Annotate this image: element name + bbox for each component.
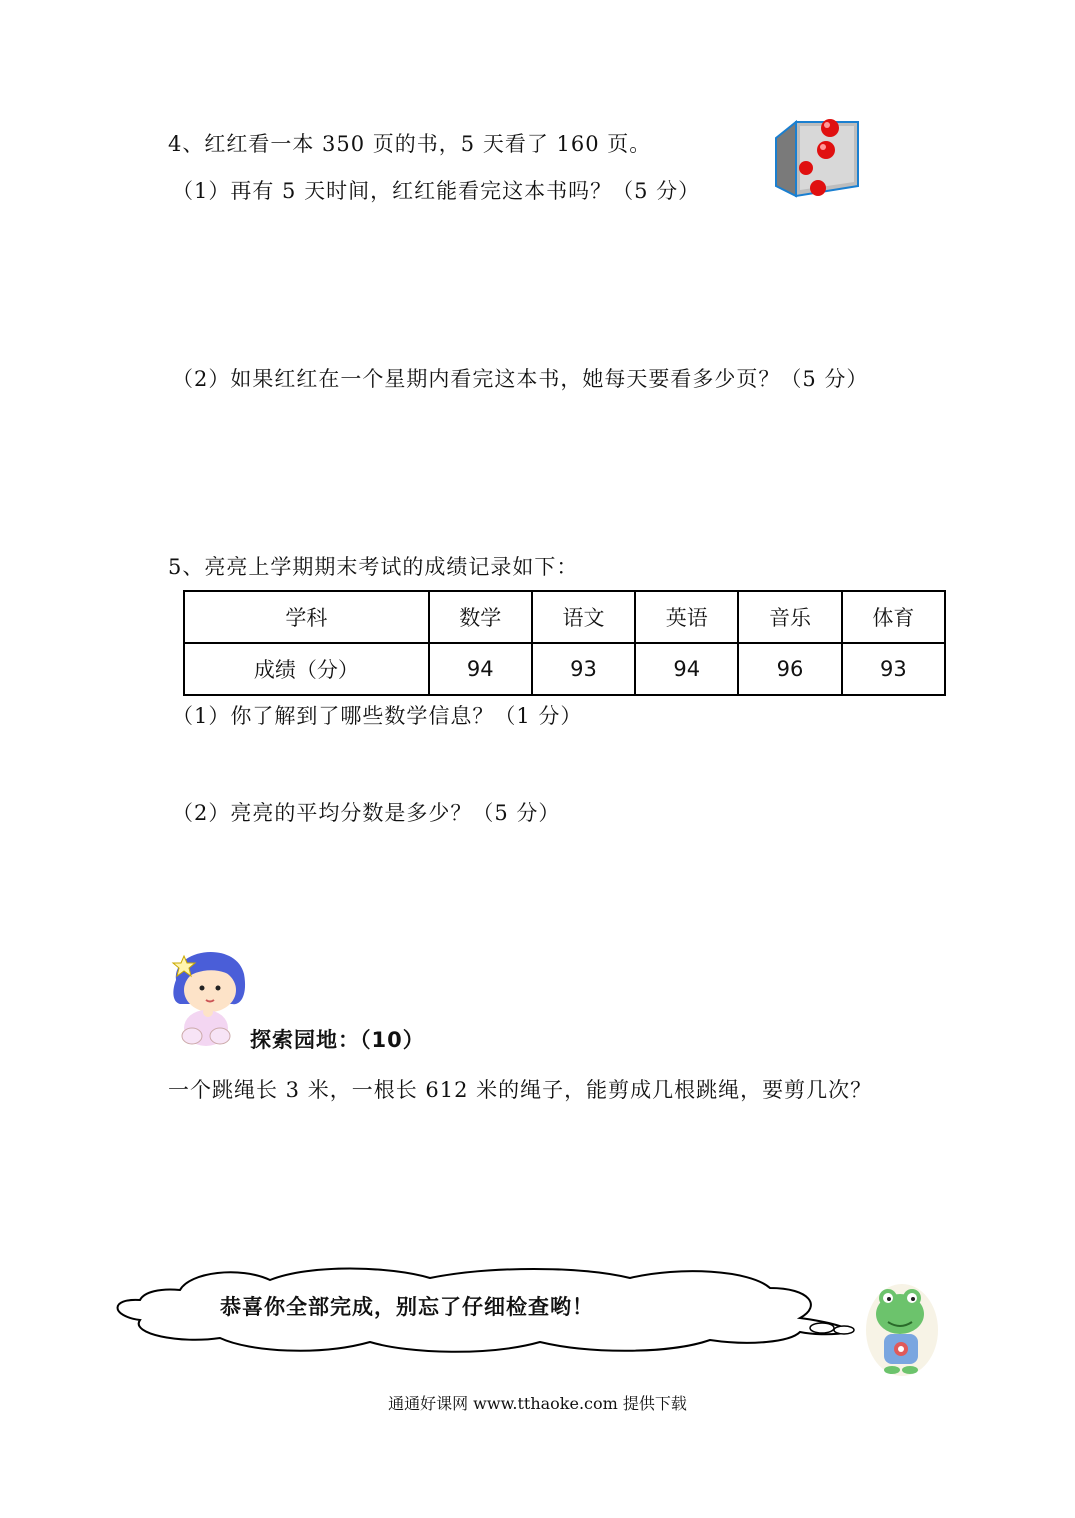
girl-illustration [166,940,250,1050]
q4-title: 4、红红看一本 350 页的书，5 天看了 160 页。 [168,132,652,156]
frog-illustration [862,1270,942,1380]
table-cell: 93 [532,643,635,695]
table-header-cell: 学科 [184,591,429,643]
footer-text: 通通好课网 www.tthaoke.com 提供下载 [388,1394,687,1413]
q5-title: 5、亮亮上学期期末考试的成绩记录如下： [168,555,579,579]
q5-part2: （2）亮亮的平均分数是多少？（5 分） [172,801,561,825]
table-cell: 93 [842,643,945,695]
table-cell: 94 [429,643,532,695]
explore-heading: 探索园地：（10） [250,1028,425,1052]
table-row [184,643,945,695]
table-header-cell: 英语 [635,591,738,643]
q4-part1: （1）再有 5 天时间，红红能看完这本书吗？（5 分） [172,179,701,203]
explore-question: 一个跳绳长 3 米，一根长 612 米的绳子，能剪成几根跳绳，要剪几次？ [168,1078,873,1102]
table-cell: 96 [738,643,841,695]
q5-part1: （1）你了解到了哪些数学信息？（1 分） [172,704,583,728]
table-cell: 94 [635,643,738,695]
table-header-cell: 数学 [429,591,532,643]
table-header-row [184,591,945,643]
score-table [183,590,946,696]
q4-part2: （2）如果红红在一个星期内看完这本书，她每天要看多少页？（5 分） [172,367,869,391]
table-header-cell: 音乐 [738,591,841,643]
table-header-cell: 体育 [842,591,945,643]
table-cell: 成绩（分） [184,643,429,695]
cloud-message: 恭喜你全部完成，别忘了仔细检查哟！ [220,1295,594,1319]
table-header-cell: 语文 [532,591,635,643]
book-illustration [772,116,862,200]
